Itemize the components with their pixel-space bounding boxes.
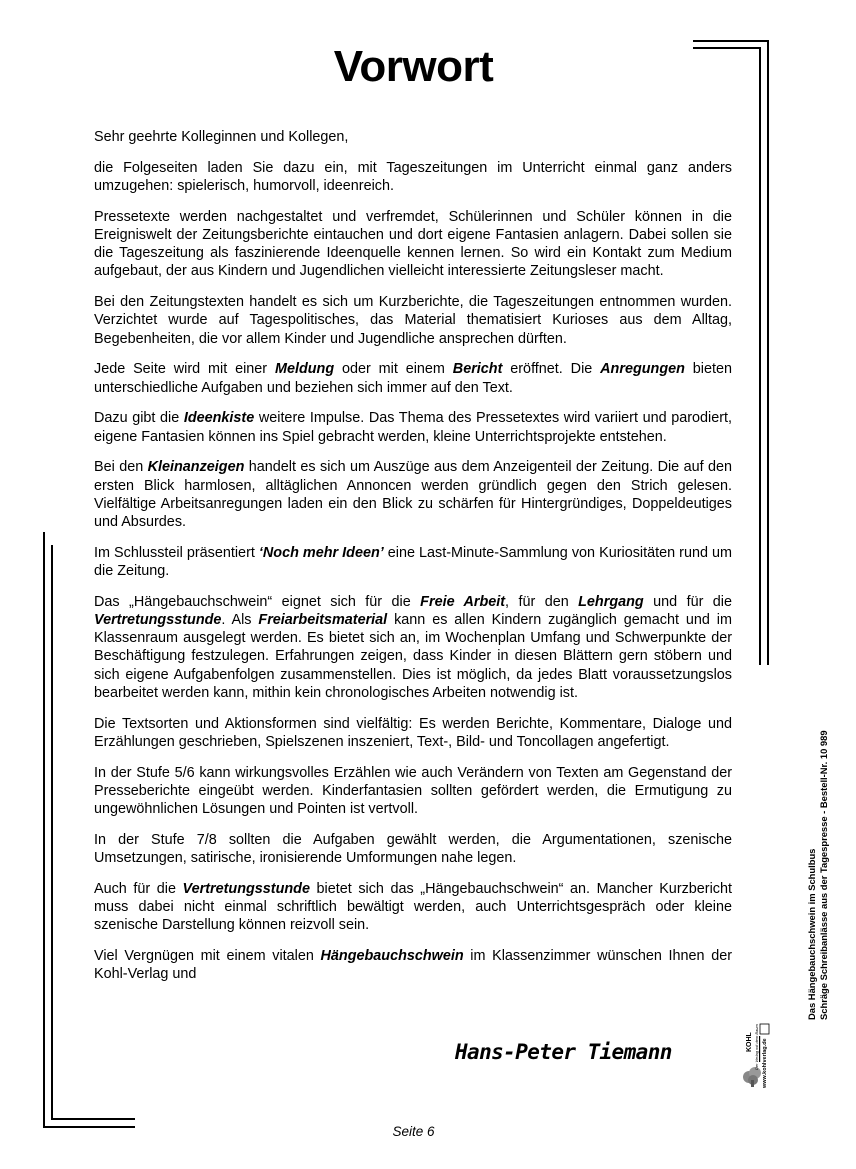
text-run: und für die [643,593,733,610]
text-run: Sehr geehrte Kolleginnen und Kollegen, [94,129,349,145]
publisher-name: KOHL [746,1032,753,1052]
text-run: oder mit einem [334,361,453,378]
frame-top-right-inner-v [759,47,761,665]
text-run: Jede Seite wird mit einer [94,361,275,378]
paragraph [94,409,732,445]
text-run: . Als [221,612,259,629]
emphasized-term: ‘Noch mehr Ideen’ [258,544,384,561]
paragraph [94,544,732,580]
sidebar-book-subtitle-order: Schräge Schreibanlässe aus der Tagespresse - Bestell-Nr. 10 989 [818,730,829,1020]
text-run: Auch für die [94,880,183,897]
text-run: Im Schlussteil präsentiert [94,544,259,561]
paragraph [94,715,732,751]
text-run: kann es allen Kindern zugänglich gemacht und im Klassenraum ausgelegt werden. Es bietet sich an, im Wochenplan Umfang und Schwerpunkte der Beschäftigung festzulegen. Erfahrungen zeigen, dass Kinder in diesen Blättern gern stöbern und sich eigene Aufgabenfolgen zusammenstellen. Dies ist möglich, da jedes Blatt voraussetzungslos bearbeitet werden kann, mithin kein chronologisches Arbeiten notwendig ist. [94,612,732,701]
emphasized-term: Vertretungsstunde [182,880,310,897]
text-run: im Klassenzimmer wünschen Ihnen der Kohl-Verlag und [94,948,732,983]
text-run: In der Stufe 5/6 kann wirkungsvolles Erzählen wie auch Verändern von Texten am Gegenstand der Presseberichte eingeübt werden. Kinderfantasien sollten gefördert werden, die Ermutigung zu ungewöhnlichen Lösungen und Pointen ist vertvoll. [94,764,732,818]
text-run: In der Stufe 7/8 sollten die Aufgaben gewählt werden, die Argumentationen, szenische Umsetzungen, satirische, ironisierende Umformungen nahe legen. [94,831,732,867]
publisher-tagline: Der Verlag mit dem Baum [754,1024,759,1070]
emphasized-term: Bericht [452,361,503,378]
emphasized-term: Lehrgang [578,593,644,610]
text-run: weitere Impulse. Das Thema des Pressetextes wird variiert und parodiert, eigene Fantasien können ins Spiel gebracht werden, kleine Unterrichtsprojekte entstehen. [94,410,732,445]
frame-top-right-inner-h [693,47,761,49]
text-run: eröffnet. Die [502,361,601,378]
paragraph [94,208,732,281]
emphasized-term: Freiarbeitsmaterial [258,612,388,629]
paragraph [94,831,732,867]
paragraph [94,128,732,146]
text-run: Das „Hängebauchschwein“ eignet sich für die [94,593,421,610]
paragraph [94,764,732,819]
paragraph [94,458,732,531]
paragraph [94,947,732,983]
text-run: handelt es sich um Auszüge aus dem Anzeigenteil der Zeitung. Die auf den ersten Blick harmlosen, alltäglichen Annoncen werden gründlich gegen den Strich gelesen. Vielfältige Arbeitsanregungen laden ein den Blick zu schärfen für Hintergründiges, Doppeldeutiges und Absurdes. [94,459,733,531]
text-run: Bei den Zeitungstexten handelt es sich um Kurzberichte, die Tageszeitungen entnommen wurden. Verzichtet wurde auf Tagespolitisches, das Material thematisiert Kurioses aus dem Alltag, Begebenheiten, die vor allem Kinder und Jugendliche ansprechen dürften. [94,294,732,347]
emphasized-term: Vertretungsstunde [94,612,222,629]
frame-bottom-left-outer-v [43,532,45,1128]
text-run: Dazu gibt die [94,410,184,427]
publisher-url: www.kohlverlag.de [762,1038,768,1088]
emphasized-term: Anregungen [600,361,685,378]
frame-bottom-left-inner-v [51,545,53,1120]
author-signature: Hans-Peter Tiemann [455,1040,672,1064]
text-run: bietet sich das „Hängebauchschwein“ an. Mancher Kurzbericht muss dabei nicht einmal schriftlich bewältigt werden, auch Unterrichtsgespräch oder kleine szenische Darstellung können reizvoll sein. [94,880,732,934]
emphasized-term: Meldung [274,361,335,378]
text-run: Viel Vergnügen mit einem vitalen [94,948,321,965]
emphasized-term: Ideenkiste [183,410,255,427]
text-run: eine Last-Minute-Sammlung von Kuriositäten rund um die Zeitung. [94,544,732,580]
publisher-logo [740,1022,774,1088]
frame-bottom-left-inner-h [51,1118,135,1120]
frame-top-right-outer-h [693,40,769,42]
emphasized-term: Hängebauchschwein [320,948,464,965]
paragraph [94,159,732,195]
emphasized-term: Kleinanzeigen [147,459,245,476]
sidebar-book-info [806,690,856,1020]
page-number: Seite 6 [392,1124,435,1139]
page-title: Vorwort [333,42,494,91]
paragraph [94,880,732,935]
emphasized-term: Freie Arbeit [420,593,506,610]
text-run: , für den [505,593,579,610]
text-run: Pressetexte werden nachgestaltet und verfremdet, Schülerinnen und Schüler können in die Ereigniswelt der Zeitungsberichte eintauchen und dort eigene Fantasien anlagern. Dabei sollen sie die Tageszeitung als faszinierende Ideenquelle kennen lernen. So wird ein Kontakt zum Medium aufgebaut, der aus Kindern und Jugendlichen vielleicht interessierte Zeitungsleser macht. [94,208,732,280]
paragraph [94,293,732,348]
sidebar-book-title: Das Hängebauchschwein im Schulbus [806,848,817,1020]
paragraph [94,593,732,702]
text-run: Bei den [94,459,148,476]
frame-top-right-outer-v [767,40,769,665]
text-run: die Folgeseiten laden Sie dazu ein, mit Tageszeitungen im Unterricht einmal ganz anders umzugehen: spielerisch, humorvoll, ideenreich. [94,159,732,194]
frame-bottom-left-outer-h [43,1126,135,1128]
text-run: bieten unterschiedliche Aufgaben und beziehen sich immer auf den Text. [94,361,732,396]
foreword-body [94,128,732,996]
text-run: Die Textsorten und Aktionsformen sind vielfältig: Es werden Berichte, Kommentare, Dialoge und Erzählungen geschrieben, Spielszenen inszeniert, Text-, Bild- und Toncollagen angefertigt. [94,715,732,750]
paragraph [94,360,732,396]
